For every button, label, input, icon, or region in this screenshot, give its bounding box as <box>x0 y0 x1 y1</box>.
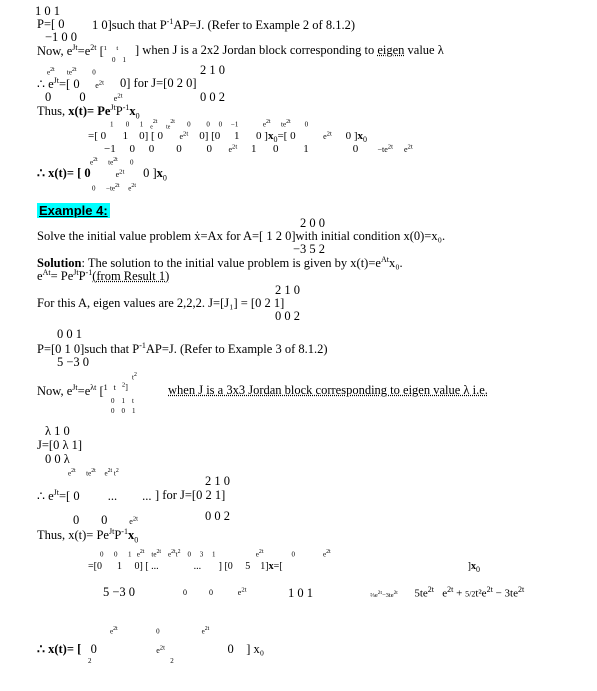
ejt-matrix-row3: 0 0 2 <box>200 90 225 104</box>
p-matrix-row2-rest: 1 0]such that $P^{-1}AP=J$. (Refer to Example 2 of 8.1.2) <box>92 17 355 33</box>
solve-statement: Solve the initial value problem ẋ=Ax for A=[ 1 2 0]with initial condition x(0)=x₀. <box>37 229 446 243</box>
now4-top: $t^2$ <box>132 372 137 382</box>
ejt-matrix-row1: 2 1 0 <box>200 63 225 77</box>
ejt-top-fragments: $e^{2t}$ $te^{2t}$ 0 <box>47 67 96 77</box>
thus4-line: Thus, $x(t)= Pe^{Jt}P^{-1}x_0$ <box>37 527 139 545</box>
a-matrix-row1: 2 0 0 <box>300 216 325 230</box>
now4-row3: 0 0 1 <box>111 407 136 415</box>
eigen-values-line: For this A, eigen values are 2,2,2. J=[J₁] = [0 2 1] <box>37 296 285 310</box>
thus4-matrix-mid: =[0 1 0] [ ... ... ] [0 5 1]x=[ ]$x_0$ <box>88 561 480 574</box>
p4-matrix-row2: P=[0 1 0]such that $P^{-1}AP=J$. (Refer to Example 3 of 8.1.2) <box>37 341 328 357</box>
p4-matrix-row1: 0 0 1 <box>57 327 82 341</box>
p-matrix-row2-lead: P=[ 0 <box>37 17 65 31</box>
final-matrix-top: $e^{2t}$ $te^{2t}$ 0 <box>90 157 134 167</box>
example-4-heading: Example 4: <box>39 203 108 218</box>
now4-row2: 0 1 t <box>111 397 134 405</box>
j3-row3: 0 0 λ <box>45 452 70 466</box>
thus4-matrix-top: 0 0 1 $e^{2t}$ $te^{2t}$ $e^{2t}t^2$ 0 3 1 $e^{2t}$ 0 $e^{2t}$ <box>100 549 331 559</box>
now-line: Now, $e^{Jt}=e^{2t}$ [$^1$ $^t$ <box>37 43 119 59</box>
ejt4-top: $e^{2t}$ $te^{2t}$ $e^{2t}$ $t^2$ <box>68 468 119 478</box>
now4-line: Now, $e^{Jt}=e^{\lambda t}$ [$^{1 t ^2]}$ <box>37 381 128 399</box>
final-x-ex4: ∴ x(t)= [ 0 $e^{2t}$ 0 ] x₀ <box>37 642 265 656</box>
thus4-row-mid-zeros: 0 0 $e^{2t}$ <box>183 586 247 597</box>
thus-line: Thus, $x(t)= Pe^{Jt}P^{-1}x_0$ <box>37 103 140 121</box>
j3-row1: λ 1 0 <box>45 424 70 438</box>
thus-matrix-mid: =[ 0 1 0] [ 0 $e^{2t}$ 0] [0 1 0 ]$x_0=$[ 0 $e^{2t}$ 0 ]$x_0$ <box>88 130 367 145</box>
ejt-tail: 0] for J=[0 2 0] <box>120 76 197 90</box>
a-matrix-row3: −3 5 2 <box>293 242 326 256</box>
final4-bottom: 2 2 <box>88 657 174 665</box>
now4-tail: when J is a 3x3 Jordan block corresponding to eigen value λ i.e. <box>168 383 488 397</box>
ejt4-matrix-row3: 0 0 2 <box>205 509 230 523</box>
ejt4-tail: ] for J=[0 2 1] <box>155 488 226 502</box>
solution-line: Solution: The solution to the initial value problem is given by $x(t)=e^{At}x_0$. <box>37 255 403 271</box>
p-matrix-row3: −1 0 0 <box>45 30 78 44</box>
j3-row2: J=[0 λ 1] <box>37 438 83 452</box>
thus4-result-row3: $\frac{2}{3}e^{2t}-3te^{2t}$ $5te^{2t}$ $e^{2t} + 5/2t^2e^{2t} - 3te^{2t}$ <box>370 585 525 600</box>
final4-top: $e^{2t}$ 0 $e^{2t}$ <box>110 626 210 636</box>
jordan-2x2-bottom: 0 1 <box>112 56 126 64</box>
ejt4-row3: 0 0 $e^{2t}$ <box>73 513 138 527</box>
j-matrix-row1: 2 1 0 <box>275 283 300 297</box>
p-matrix-row1: 1 0 1 <box>35 4 60 18</box>
now-line-tail: ] when J is a 2x2 Jordan block corresponding to eigen value λ <box>135 43 444 57</box>
ejt4-matrix-row1: 2 1 0 <box>205 474 230 488</box>
j-matrix-row3: 0 0 2 <box>275 309 300 323</box>
thus-matrix-bottom: −1 0 0 0 0 $e^{2t}$ 1 0 1 0 $-te^{2t}$ $e^{2t}$ <box>104 143 413 155</box>
final-matrix-bottom: 0 $-te^{2t}$ $e^{2t}$ <box>92 183 136 193</box>
final-x-ex3: ∴ x(t)= [ 0 $e^{2t}$ 0 ]$x_0$ <box>37 166 167 183</box>
eat-line: $e^{At}=$ $Pe^{Jt}P^{-1}(from$ Result 1) <box>37 268 170 284</box>
ejt-label: ∴ $e^{Jt}=$[ 0 $e^{2t}$ <box>37 76 104 92</box>
thus4-row-5-3-0: 5 −3 0 <box>103 585 136 599</box>
ejt-row3: 0 0 $e^{2t}$ <box>45 90 123 104</box>
thus4-row-1-0-1: 1 0 1 <box>288 586 313 600</box>
thus-matrix-top: 1 0 1 $_e^{2t}$ $_{te}^{2t}$ 0 0 0 −1 $e^{2t}$ $te^{2t}$ 0 <box>110 119 309 131</box>
ejt4-line: ∴ $e^{Jt}=$[ 0 ... ... <box>37 488 152 504</box>
p4-matrix-row3: 5 −3 0 <box>57 355 90 369</box>
